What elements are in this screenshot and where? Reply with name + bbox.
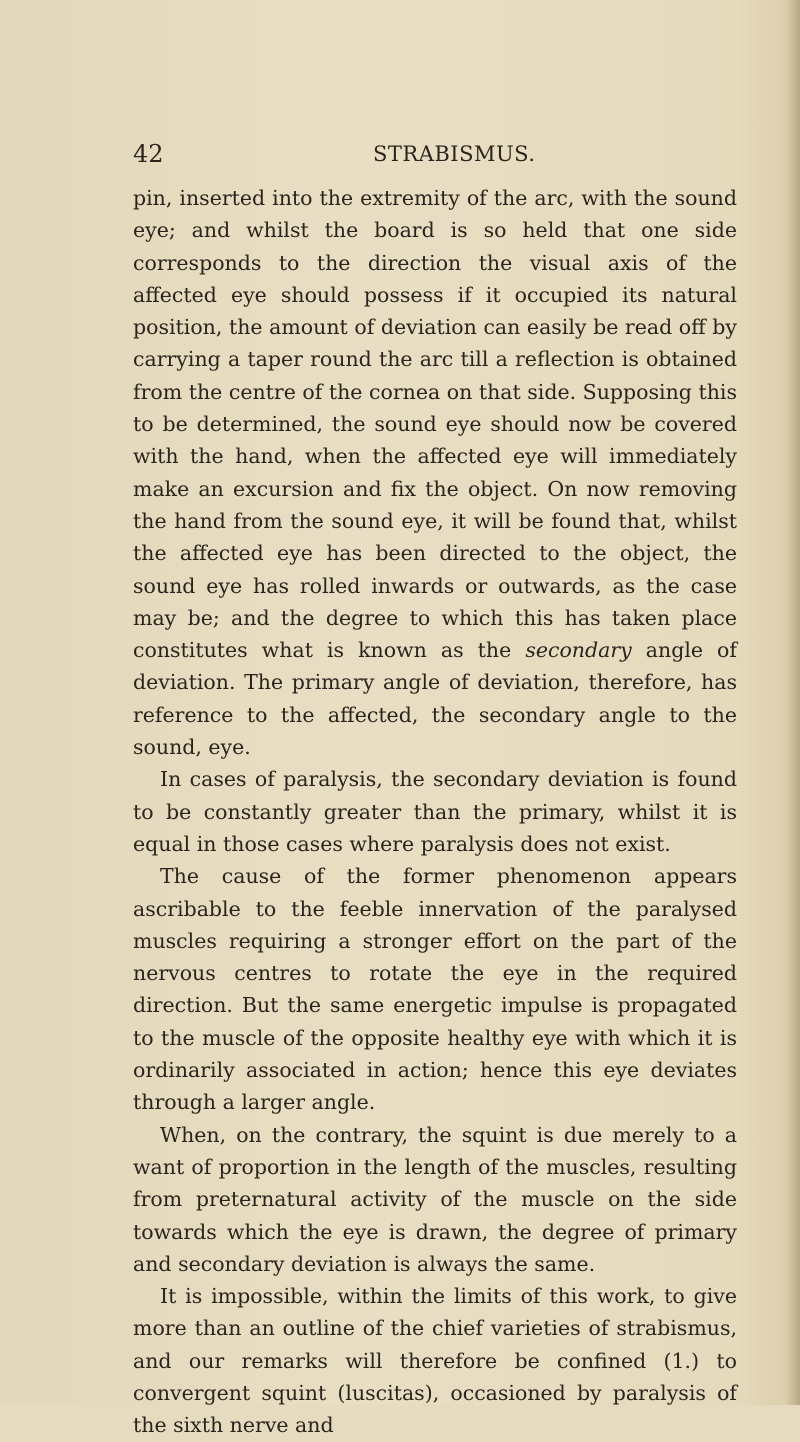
running-head: STRABISMUS.: [373, 142, 536, 166]
page-header: [133, 137, 737, 171]
body-text: [133, 182, 737, 1442]
paragraph-2: In cases of paralysis, the secondary deviation is found to be constantly greater than the primary, whilst it is equal in those cases where paralysis does not exist.: [133, 767, 737, 856]
emphasis-secondary: secondary: [525, 638, 632, 663]
page-number: 42: [133, 140, 164, 168]
paragraph-5: It is impossible, within the limits of this work, to give more than an outline of the chief varieties of strabismus, and our remarks will therefore be confined (1.) to convergent squint (luscitas), occasioned by paralysis of the sixth nerve and: [133, 1284, 737, 1438]
paragraph-1-text-end: angle of deviation. The primary angle of deviation, therefore, has reference to the affected, the secondary angle to the sound, eye.: [133, 638, 737, 760]
paragraph-1: [133, 182, 737, 763]
paragraph-3: The cause of the former phenomenon appears ascribable to the feeble innervation of the paralysed muscles requiring a stronger effort on the part of the nervous centres to rotate the eye in the required direction. But the same energetic impulse is propagated to the muscle of the opposite healthy eye with which it is ordinarily associated in action; hence this eye deviates through a larger angle.: [133, 864, 737, 1115]
paragraph-4: When, on the contrary, the squint is due merely to a want of proportion in the length of the muscles, resulting from preternatural activity of the muscle on the side towards which the eye is drawn, the degree of primary and secondary deviation is always the same.: [133, 1122, 737, 1276]
paragraph-1-text-start: pin, inserted into the extremity of the arc, with the sound eye; and whilst the board is so held that one side corresponds to the direction the visual axis of the affected eye should possess if it occupied its natural position, the amount of deviation can easily be read off by carrying a taper round the arc till a reflection is obtained from the centre of the cornea on that side. Supposing this to be determined, the sound eye should now be covered with the hand, when the affected eye will immediately make an excursion and fix the object. On now removing the hand from the sound eye, it will be found that, whilst the affected eye has been directed to the object, the sound eye has rolled inwards or outwards, as the case may be; and the degree to which this has taken place constitutes what is known as the: [133, 186, 737, 663]
page-edge-shadow: [786, 0, 800, 1405]
